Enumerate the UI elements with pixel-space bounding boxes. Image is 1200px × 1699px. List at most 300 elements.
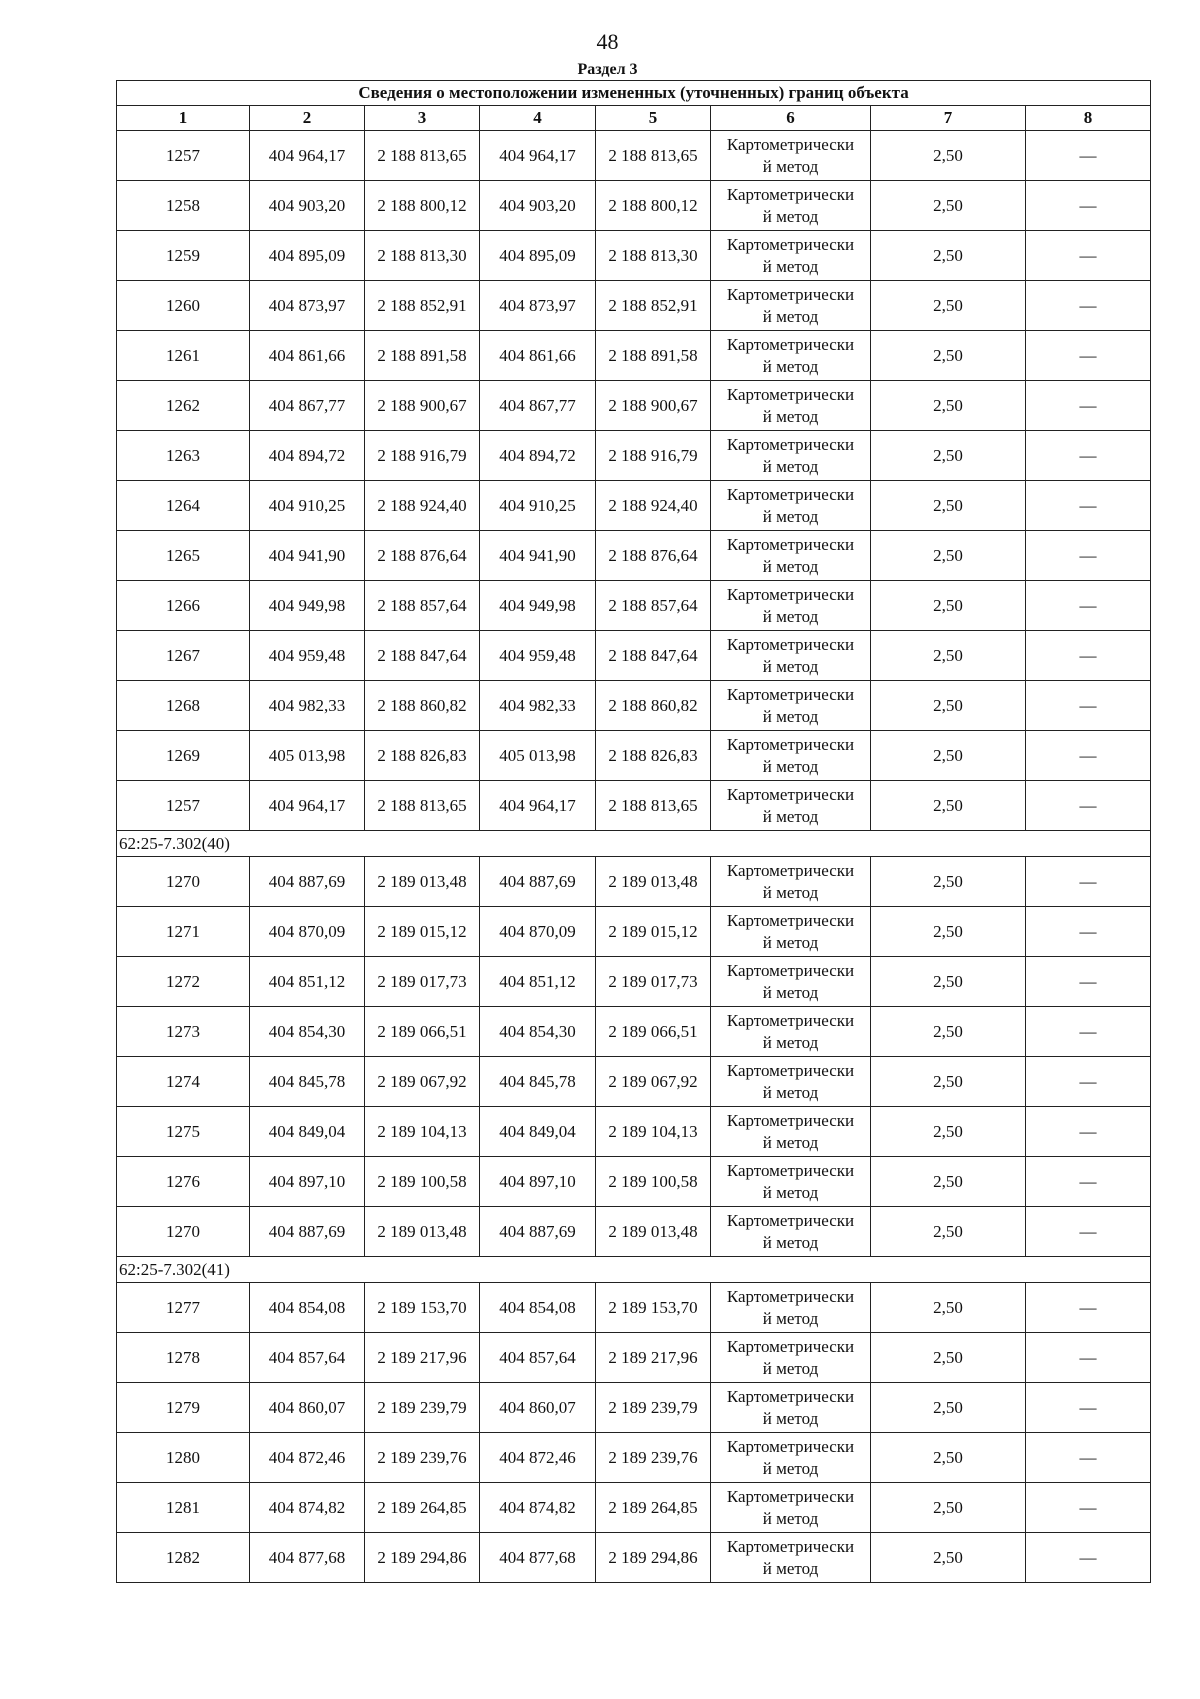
point-number-cell: 1270 — [117, 857, 250, 907]
description-cell: — — [1026, 281, 1151, 331]
description-cell: — — [1026, 331, 1151, 381]
point-number-cell: 1261 — [117, 331, 250, 381]
method-cell — [711, 531, 871, 581]
description-cell: — — [1026, 957, 1151, 1007]
description-cell: — — [1026, 1107, 1151, 1157]
method-line: й метод — [762, 1082, 819, 1102]
table-row — [117, 1333, 1151, 1383]
point-number-cell: 1257 — [117, 781, 250, 831]
coordinate-y-cell: 2 189 015,12 — [365, 907, 480, 957]
coordinate-y-cell: 2 189 239,79 — [596, 1383, 711, 1433]
coordinate-y-cell: 2 189 264,85 — [365, 1483, 480, 1533]
coordinate-y-cell: 2 188 813,65 — [365, 131, 480, 181]
coordinate-x-cell: 404 941,90 — [480, 531, 596, 581]
table-row — [117, 1057, 1151, 1107]
method-cell — [711, 1283, 871, 1333]
accuracy-cell: 2,50 — [871, 131, 1026, 181]
method-line: й метод — [762, 506, 819, 526]
coordinate-x-cell: 404 982,33 — [480, 681, 596, 731]
description-cell: — — [1026, 857, 1151, 907]
point-number-cell: 1276 — [117, 1157, 250, 1207]
point-number-cell: 1266 — [117, 581, 250, 631]
coordinate-x-cell: 404 887,69 — [250, 1207, 365, 1257]
accuracy-cell: 2,50 — [871, 957, 1026, 1007]
point-number-cell: 1275 — [117, 1107, 250, 1157]
table-row — [117, 1007, 1151, 1057]
method-cell — [711, 481, 871, 531]
table-row — [117, 1157, 1151, 1207]
point-number-cell: 1272 — [117, 957, 250, 1007]
table-row — [117, 781, 1151, 831]
method-cell — [711, 331, 871, 381]
point-number-cell: 1267 — [117, 631, 250, 681]
point-number-cell: 1263 — [117, 431, 250, 481]
method-line: Картометрически — [726, 684, 855, 704]
coordinate-y-cell: 2 189 264,85 — [596, 1483, 711, 1533]
coordinate-y-cell: 2 189 217,96 — [365, 1333, 480, 1383]
method-cell — [711, 1383, 871, 1433]
coordinate-x-cell: 404 873,97 — [480, 281, 596, 331]
description-cell: — — [1026, 1157, 1151, 1207]
description-cell: — — [1026, 1283, 1151, 1333]
accuracy-cell: 2,50 — [871, 1283, 1026, 1333]
table-row — [117, 581, 1151, 631]
coordinate-x-cell: 404 854,08 — [250, 1283, 365, 1333]
accuracy-cell: 2,50 — [871, 1533, 1026, 1583]
method-line: й метод — [762, 706, 819, 726]
coordinate-x-cell: 404 894,72 — [250, 431, 365, 481]
coordinate-y-cell: 2 189 017,73 — [365, 957, 480, 1007]
method-line: й метод — [762, 1458, 819, 1478]
method-line: й метод — [762, 1132, 819, 1152]
description-cell: — — [1026, 1007, 1151, 1057]
method-cell — [711, 681, 871, 731]
method-line: й метод — [762, 1308, 819, 1328]
method-line: Картометрически — [726, 860, 855, 880]
method-cell — [711, 1107, 871, 1157]
column-number: 3 — [365, 106, 480, 131]
method-cell — [711, 1157, 871, 1207]
coordinate-y-cell: 2 189 239,76 — [596, 1433, 711, 1483]
accuracy-cell: 2,50 — [871, 1107, 1026, 1157]
description-cell: — — [1026, 1057, 1151, 1107]
accuracy-cell: 2,50 — [871, 1157, 1026, 1207]
description-cell: — — [1026, 381, 1151, 431]
accuracy-cell: 2,50 — [871, 481, 1026, 531]
accuracy-cell: 2,50 — [871, 431, 1026, 481]
point-number-cell: 1269 — [117, 731, 250, 781]
accuracy-cell: 2,50 — [871, 331, 1026, 381]
method-line: Картометрически — [726, 184, 855, 204]
coordinate-y-cell: 2 188 847,64 — [596, 631, 711, 681]
method-line: й метод — [762, 806, 819, 826]
coordinate-x-cell: 404 860,07 — [480, 1383, 596, 1433]
coordinate-x-cell: 404 894,72 — [480, 431, 596, 481]
accuracy-cell: 2,50 — [871, 631, 1026, 681]
coordinate-x-cell: 404 861,66 — [250, 331, 365, 381]
method-line: Картометрически — [726, 1536, 855, 1556]
parcel-group-row — [117, 831, 1151, 857]
accuracy-cell: 2,50 — [871, 907, 1026, 957]
method-cell — [711, 1007, 871, 1057]
method-line: й метод — [762, 1182, 819, 1202]
point-number-cell: 1279 — [117, 1383, 250, 1433]
method-cell — [711, 907, 871, 957]
coordinate-x-cell: 404 867,77 — [480, 381, 596, 431]
coordinate-x-cell: 404 910,25 — [480, 481, 596, 531]
coordinate-x-cell: 404 854,30 — [250, 1007, 365, 1057]
accuracy-cell: 2,50 — [871, 781, 1026, 831]
method-cell — [711, 631, 871, 681]
method-line: Картометрически — [726, 1160, 855, 1180]
coordinate-y-cell: 2 188 800,12 — [365, 181, 480, 231]
coordinate-x-cell: 404 897,10 — [480, 1157, 596, 1207]
method-cell — [711, 1207, 871, 1257]
coordinate-x-cell: 404 857,64 — [250, 1333, 365, 1383]
method-line: Картометрически — [726, 434, 855, 454]
point-number-cell: 1281 — [117, 1483, 250, 1533]
table-row — [117, 1533, 1151, 1583]
method-line: Картометрически — [726, 384, 855, 404]
coordinate-x-cell: 404 903,20 — [480, 181, 596, 231]
method-line: Картометрически — [726, 910, 855, 930]
coordinate-y-cell: 2 189 294,86 — [365, 1533, 480, 1583]
point-number-cell: 1268 — [117, 681, 250, 731]
coordinate-x-cell: 404 897,10 — [250, 1157, 365, 1207]
coordinate-x-cell: 404 854,30 — [480, 1007, 596, 1057]
coordinate-x-cell: 404 910,25 — [250, 481, 365, 531]
coordinate-x-cell: 404 964,17 — [250, 131, 365, 181]
coordinate-y-cell: 2 188 876,64 — [596, 531, 711, 581]
method-line: й метод — [762, 156, 819, 176]
coordinate-y-cell: 2 188 847,64 — [365, 631, 480, 681]
table-row — [117, 681, 1151, 731]
accuracy-cell: 2,50 — [871, 1007, 1026, 1057]
coordinate-x-cell: 404 959,48 — [250, 631, 365, 681]
coordinate-y-cell: 2 188 857,64 — [365, 581, 480, 631]
coordinate-x-cell: 404 941,90 — [250, 531, 365, 581]
accuracy-cell: 2,50 — [871, 1057, 1026, 1107]
coordinate-y-cell: 2 189 067,92 — [365, 1057, 480, 1107]
description-cell: — — [1026, 131, 1151, 181]
coordinate-x-cell: 404 860,07 — [250, 1383, 365, 1433]
coordinate-x-cell: 404 895,09 — [480, 231, 596, 281]
table-row — [117, 1107, 1151, 1157]
point-number-cell: 1264 — [117, 481, 250, 531]
table-row — [117, 1283, 1151, 1333]
description-cell: — — [1026, 181, 1151, 231]
coordinate-x-cell: 405 013,98 — [250, 731, 365, 781]
point-number-cell: 1270 — [117, 1207, 250, 1257]
coordinate-x-cell: 404 845,78 — [250, 1057, 365, 1107]
method-cell — [711, 181, 871, 231]
method-line: Картометрически — [726, 1060, 855, 1080]
method-cell — [711, 231, 871, 281]
method-line: й метод — [762, 556, 819, 576]
method-line: Картометрически — [726, 1336, 855, 1356]
coordinate-y-cell: 2 188 826,83 — [596, 731, 711, 781]
point-number-cell: 1265 — [117, 531, 250, 581]
coordinate-y-cell: 2 189 294,86 — [596, 1533, 711, 1583]
coordinate-y-cell: 2 188 857,64 — [596, 581, 711, 631]
description-cell: — — [1026, 431, 1151, 481]
method-line: Картометрически — [726, 284, 855, 304]
description-cell: — — [1026, 1533, 1151, 1583]
coordinate-x-cell: 404 887,69 — [250, 857, 365, 907]
description-cell: — — [1026, 1483, 1151, 1533]
description-cell: — — [1026, 531, 1151, 581]
method-line: й метод — [762, 656, 819, 676]
coordinate-x-cell: 404 964,17 — [250, 781, 365, 831]
table-row — [117, 431, 1151, 481]
column-number: 5 — [596, 106, 711, 131]
method-cell — [711, 431, 871, 481]
coordinate-x-cell: 404 874,82 — [480, 1483, 596, 1533]
point-number-cell: 1262 — [117, 381, 250, 431]
coordinate-x-cell: 404 949,98 — [480, 581, 596, 631]
coordinate-y-cell: 2 189 017,73 — [596, 957, 711, 1007]
method-cell — [711, 731, 871, 781]
coordinate-x-cell: 404 845,78 — [480, 1057, 596, 1107]
accuracy-cell: 2,50 — [871, 731, 1026, 781]
accuracy-cell: 2,50 — [871, 181, 1026, 231]
coordinate-y-cell: 2 189 239,79 — [365, 1383, 480, 1433]
coordinate-x-cell: 404 949,98 — [250, 581, 365, 631]
method-line: й метод — [762, 932, 819, 952]
method-line: Картометрически — [726, 1436, 855, 1456]
coordinate-y-cell: 2 188 800,12 — [596, 181, 711, 231]
coordinate-y-cell: 2 188 852,91 — [596, 281, 711, 331]
coordinate-y-cell: 2 188 891,58 — [365, 331, 480, 381]
table-row — [117, 131, 1151, 181]
point-number-cell: 1271 — [117, 907, 250, 957]
method-line: й метод — [762, 306, 819, 326]
accuracy-cell: 2,50 — [871, 1383, 1026, 1433]
coordinate-y-cell: 2 189 217,96 — [596, 1333, 711, 1383]
point-number-cell: 1257 — [117, 131, 250, 181]
coordinate-y-cell: 2 188 813,65 — [596, 781, 711, 831]
method-cell — [711, 1533, 871, 1583]
coordinate-x-cell: 404 887,69 — [480, 857, 596, 907]
method-line: й метод — [762, 882, 819, 902]
table-row — [117, 481, 1151, 531]
method-line: Картометрически — [726, 634, 855, 654]
method-line: й метод — [762, 982, 819, 1002]
column-number: 4 — [480, 106, 596, 131]
point-number-cell: 1273 — [117, 1007, 250, 1057]
table-row — [117, 1433, 1151, 1483]
description-cell: — — [1026, 631, 1151, 681]
accuracy-cell: 2,50 — [871, 1433, 1026, 1483]
method-line: Картометрически — [726, 1486, 855, 1506]
method-line: й метод — [762, 406, 819, 426]
coordinate-x-cell: 404 887,69 — [480, 1207, 596, 1257]
accuracy-cell: 2,50 — [871, 857, 1026, 907]
parcel-group-label: 62:25-7.302(40) — [117, 831, 1151, 857]
accuracy-cell: 2,50 — [871, 1333, 1026, 1383]
table-row — [117, 957, 1151, 1007]
method-line: Картометрически — [726, 134, 855, 154]
table-row — [117, 1483, 1151, 1533]
accuracy-cell: 2,50 — [871, 581, 1026, 631]
method-line: й метод — [762, 1032, 819, 1052]
method-line: й метод — [762, 756, 819, 776]
table-row — [117, 231, 1151, 281]
description-cell: — — [1026, 1207, 1151, 1257]
coordinate-x-cell: 404 877,68 — [480, 1533, 596, 1583]
method-line: Картометрически — [726, 234, 855, 254]
method-line: Картометрически — [726, 960, 855, 980]
coordinate-y-cell: 2 189 100,58 — [596, 1157, 711, 1207]
coordinate-y-cell: 2 189 067,92 — [596, 1057, 711, 1107]
point-number-cell: 1282 — [117, 1533, 250, 1583]
coordinate-x-cell: 404 872,46 — [480, 1433, 596, 1483]
coordinate-x-cell: 404 851,12 — [480, 957, 596, 1007]
table-row — [117, 331, 1151, 381]
coordinate-y-cell: 2 189 015,12 — [596, 907, 711, 957]
coordinate-x-cell: 404 895,09 — [250, 231, 365, 281]
coordinate-y-cell: 2 188 900,67 — [365, 381, 480, 431]
point-number-cell: 1280 — [117, 1433, 250, 1483]
accuracy-cell: 2,50 — [871, 231, 1026, 281]
table-row — [117, 281, 1151, 331]
parcel-group-row — [117, 1257, 1151, 1283]
table-row — [117, 907, 1151, 957]
coordinates-table — [116, 80, 1151, 1583]
coordinate-y-cell: 2 188 813,65 — [596, 131, 711, 181]
method-line: Картометрически — [726, 484, 855, 504]
coordinate-x-cell: 404 874,82 — [250, 1483, 365, 1533]
coordinate-y-cell: 2 188 813,30 — [596, 231, 711, 281]
method-line: й метод — [762, 1558, 819, 1578]
table-row — [117, 1207, 1151, 1257]
method-line: й метод — [762, 1508, 819, 1528]
coordinate-y-cell: 2 188 924,40 — [365, 481, 480, 531]
coordinate-x-cell: 404 867,77 — [250, 381, 365, 431]
column-number: 7 — [871, 106, 1026, 131]
coordinate-y-cell: 2 189 104,13 — [596, 1107, 711, 1157]
description-cell: — — [1026, 781, 1151, 831]
description-cell: — — [1026, 681, 1151, 731]
column-number: 6 — [711, 106, 871, 131]
method-cell — [711, 957, 871, 1007]
description-cell: — — [1026, 1433, 1151, 1483]
table-caption-row — [117, 81, 1151, 106]
section-title: Раздел 3 — [577, 61, 638, 78]
method-line: Картометрически — [726, 534, 855, 554]
parcel-group-label: 62:25-7.302(41) — [117, 1257, 1151, 1283]
method-line: Картометрически — [726, 784, 855, 804]
point-number-cell: 1260 — [117, 281, 250, 331]
description-cell: — — [1026, 907, 1151, 957]
coordinate-x-cell: 404 849,04 — [480, 1107, 596, 1157]
coordinate-y-cell: 2 188 916,79 — [596, 431, 711, 481]
page-number: 48 — [596, 29, 619, 54]
method-line: й метод — [762, 1408, 819, 1428]
coordinate-y-cell: 2 189 013,48 — [365, 1207, 480, 1257]
method-line: й метод — [762, 206, 819, 226]
point-number-cell: 1274 — [117, 1057, 250, 1107]
coordinate-y-cell: 2 189 153,70 — [365, 1283, 480, 1333]
method-line: й метод — [762, 1358, 819, 1378]
method-line: й метод — [762, 356, 819, 376]
description-cell: — — [1026, 231, 1151, 281]
coordinate-y-cell: 2 189 066,51 — [596, 1007, 711, 1057]
coordinate-y-cell: 2 189 239,76 — [365, 1433, 480, 1483]
method-cell — [711, 1333, 871, 1383]
description-cell: — — [1026, 731, 1151, 781]
description-cell: — — [1026, 581, 1151, 631]
coordinate-y-cell: 2 189 013,48 — [596, 857, 711, 907]
method-cell — [711, 1057, 871, 1107]
coordinate-y-cell: 2 188 852,91 — [365, 281, 480, 331]
method-line: Картометрически — [726, 1010, 855, 1030]
table-caption: Сведения о местоположении измененных (уточненных) границ объекта — [117, 81, 1151, 106]
coordinate-y-cell: 2 189 013,48 — [365, 857, 480, 907]
coordinate-y-cell: 2 188 813,65 — [365, 781, 480, 831]
table-row — [117, 857, 1151, 907]
accuracy-cell: 2,50 — [871, 531, 1026, 581]
coordinate-x-cell: 404 982,33 — [250, 681, 365, 731]
coordinate-x-cell: 404 959,48 — [480, 631, 596, 681]
table-row — [117, 181, 1151, 231]
column-number: 1 — [117, 106, 250, 131]
coordinate-y-cell: 2 188 916,79 — [365, 431, 480, 481]
method-line: Картометрически — [726, 584, 855, 604]
coordinate-x-cell: 404 849,04 — [250, 1107, 365, 1157]
coordinate-x-cell: 404 877,68 — [250, 1533, 365, 1583]
coordinate-x-cell: 404 873,97 — [250, 281, 365, 331]
table-row — [117, 631, 1151, 681]
point-number-cell: 1277 — [117, 1283, 250, 1333]
column-number: 8 — [1026, 106, 1151, 131]
method-line: Картометрически — [726, 1210, 855, 1230]
accuracy-cell: 2,50 — [871, 1483, 1026, 1533]
coordinate-x-cell: 404 857,64 — [480, 1333, 596, 1383]
method-line: Картометрически — [726, 334, 855, 354]
coordinate-x-cell: 404 870,09 — [250, 907, 365, 957]
coordinate-y-cell: 2 189 013,48 — [596, 1207, 711, 1257]
method-line: й метод — [762, 256, 819, 276]
coordinate-x-cell: 405 013,98 — [480, 731, 596, 781]
method-line: Картометрически — [726, 734, 855, 754]
method-line: Картометрически — [726, 1386, 855, 1406]
description-cell: — — [1026, 1383, 1151, 1433]
method-cell — [711, 781, 871, 831]
coordinate-x-cell: 404 964,17 — [480, 781, 596, 831]
method-line: й метод — [762, 456, 819, 476]
method-cell — [711, 131, 871, 181]
description-cell: — — [1026, 1333, 1151, 1383]
table-row — [117, 531, 1151, 581]
column-number: 2 — [250, 106, 365, 131]
method-cell — [711, 381, 871, 431]
coordinate-y-cell: 2 188 860,82 — [365, 681, 480, 731]
accuracy-cell: 2,50 — [871, 381, 1026, 431]
method-line: Картометрически — [726, 1286, 855, 1306]
description-cell: — — [1026, 481, 1151, 531]
accuracy-cell: 2,50 — [871, 281, 1026, 331]
accuracy-cell: 2,50 — [871, 1207, 1026, 1257]
column-number-row — [117, 106, 1151, 131]
coordinate-y-cell: 2 189 100,58 — [365, 1157, 480, 1207]
point-number-cell: 1278 — [117, 1333, 250, 1383]
method-line: Картометрически — [726, 1110, 855, 1130]
coordinate-x-cell: 404 964,17 — [480, 131, 596, 181]
coordinate-y-cell: 2 188 813,30 — [365, 231, 480, 281]
coordinate-y-cell: 2 188 876,64 — [365, 531, 480, 581]
coordinate-x-cell: 404 903,20 — [250, 181, 365, 231]
